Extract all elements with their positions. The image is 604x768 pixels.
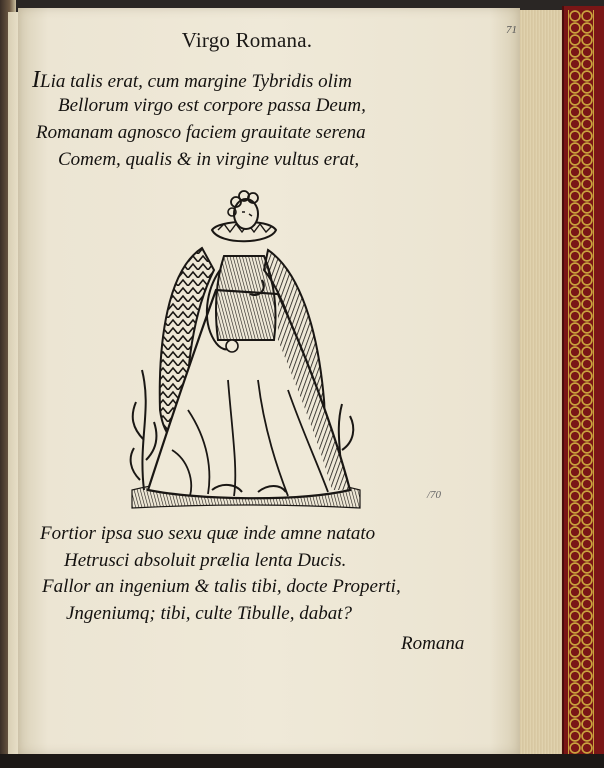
verse-top-line-2: Bellorum virgo est corpore passa Deum, [58,95,366,116]
page-stack-edge [518,10,565,756]
bottom-shadow [0,754,604,768]
drop-initial: I [32,67,40,93]
verse-top-line-1: ILia talis erat, cum margine Tybridis olim [32,67,352,93]
page-title: Virgo Romana. [181,28,313,52]
verse-top-line-3: Romanam agnosco faciem grauitate serena [36,122,366,143]
verse-bottom-line-1: Fortior ipsa suo sexu quæ inde amne natato [40,523,376,544]
book-page [18,8,520,754]
gilt-tooling-border [568,10,594,760]
verse-bottom-line-4: Jngeniumq; tibi, culte Tibulle, dabat? [66,603,353,624]
verse-top-line-4: Comem, qualis & in virgine vultus erat, [58,149,360,170]
verse-bottom-line-2: Hetrusci absoluit prælia lenta Ducis. [64,550,347,571]
woodcut-roman-maiden-illustration [128,190,368,526]
verse-bottom-line-3: Fallor an ingenium & talis tibi, docte Properti, [42,576,401,597]
pencil-annotation: /70 [427,489,442,501]
catchword: Romana [401,633,465,654]
folio-number: 71 [506,24,517,36]
